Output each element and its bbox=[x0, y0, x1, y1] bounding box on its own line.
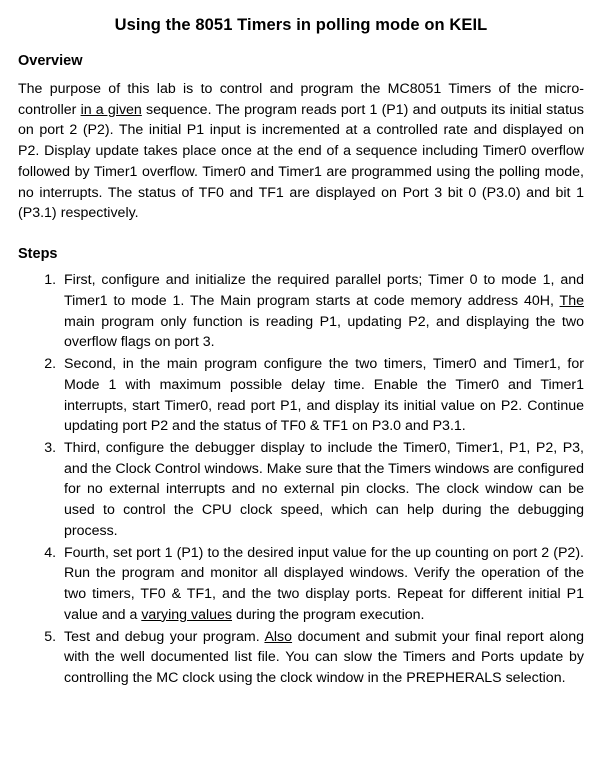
page-title: Using the 8051 Timers in polling mode on KEIL bbox=[114, 16, 488, 34]
step-underlined-5: Also bbox=[264, 628, 293, 645]
list-item bbox=[60, 270, 584, 353]
step-text-2a: Second, in the main program configure the two timers, Timer0 and Timer1, for Mode 1 with maximum possible delay time. Enable the Timer0 and Timer1 interrupts, start Timer0, read port P1, and display its initial value on P2. Continue updating port P2 and the status of TF0 & TF1 on P3.0 and P3.1. bbox=[64, 356, 584, 435]
step-text-5a: Test and debug your program. bbox=[64, 628, 265, 645]
step-text-4a: Fourth, set port 1 (P1) to the desired input value for the up counting on port 2 (P2). Run the program and monitor all displayed windows. Verify the operation of the two timers, TF0 & TF1, and the two display ports. Repeat for different initial P1 value and a bbox=[64, 544, 584, 623]
list-item bbox=[60, 438, 584, 542]
list-item bbox=[60, 627, 584, 689]
steps-list bbox=[18, 270, 584, 689]
section-heading-overview: Overview bbox=[18, 53, 83, 69]
step-text-4b: during the program execution. bbox=[232, 606, 425, 623]
overview-text-2: sequence. The program reads port 1 (P1) and outputs its initial status on port 2 (P2). The initial P1 input is incremented at a controlled rate and displayed on P2. Display update takes place once at the end of a sequence including Timer0 overflow followed by Timer1 overflow. Timer0 and Timer1 are programmed using the polling mode, no interrupts. The status of TF0 and TF1 are displayed on Port 3 bit 0 (P3.0) and bit 1 (P3.1) respectively. bbox=[18, 101, 584, 222]
overview-paragraph bbox=[18, 79, 584, 224]
spacer bbox=[18, 224, 584, 246]
step-text-1a: First, configure and initialize the required parallel ports; Timer 0 to mode 1, and Timer1 to mode 1. The Main program starts at code memory address 40H, bbox=[64, 272, 584, 309]
overview-underlined-1: in a given bbox=[80, 101, 142, 118]
step-text-3a: Third, configure the debugger display to include the Timer0, Timer1, P1, P2, P3, and the Clock Control windows. Make sure that the Timers windows are configured for no external interrupts and no external pin clocks. The clock window can be used to control the CPU clock speed, which can help during the debugging process. bbox=[64, 440, 584, 539]
step-underlined-1: The bbox=[559, 292, 584, 309]
step-text-1b: main program only function is reading P1, updating P2, and displaying the two overflow flags on port 3. bbox=[64, 313, 584, 351]
list-item bbox=[60, 543, 584, 626]
section-heading-steps: Steps bbox=[18, 246, 58, 263]
step-underlined-4: varying values bbox=[141, 606, 233, 623]
step-text-5b: document and submit your final report along with the well documented list file. You can slow the Timers and Ports update by controlling the MC clock using the clock window in the PREPHERALS selection. bbox=[64, 628, 584, 687]
overview-text-1: The purpose of this lab is to control and program the MC8051 Timers of the micro-controller bbox=[18, 81, 584, 118]
list-item bbox=[60, 354, 584, 437]
